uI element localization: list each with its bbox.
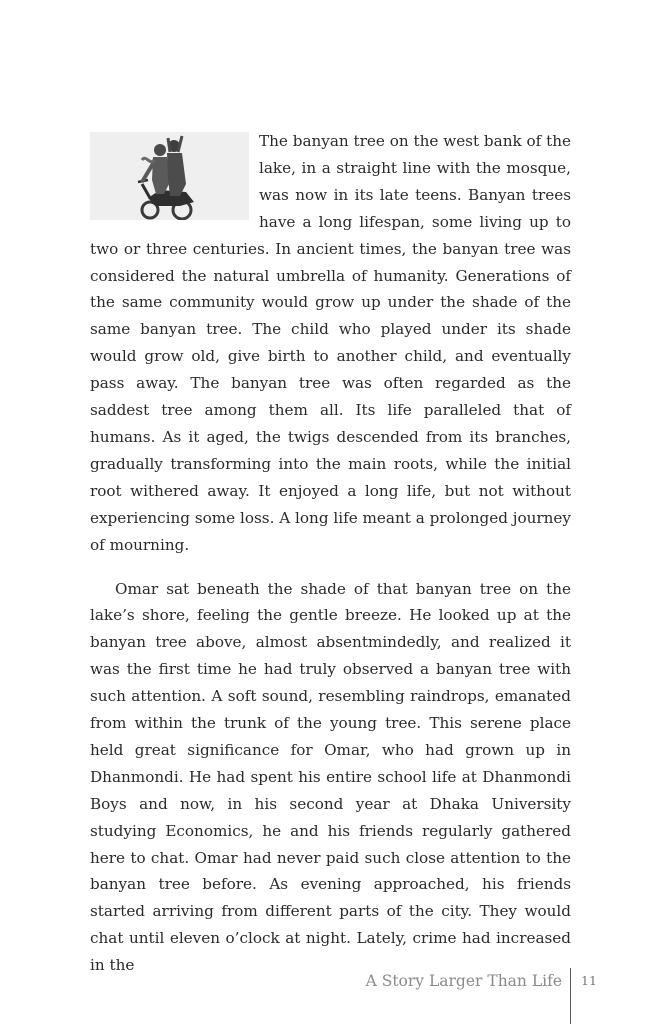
page-number: 11 xyxy=(581,973,597,988)
body-text xyxy=(90,128,571,979)
paragraph-text: The banyan tree on the west bank of the lake, in a straight line with the mosque, was now in its late teens. Banyan trees have a long lifespan, some living up to two or three centuries. In ancient times, the banyan tree was considered the natural umbrella of humanity. Generations of the same community would grow up under the shade of the same banyan tree. The child who played under its shade would grow old, give birth to another child, and eventually pass away. The banyan tree was often regarded as the saddest tree among them all. Its life paralleled that of humans. As it aged, the twigs descended from its branches, gradually transforming into the main roots, while the initial root withered away. It enjoyed a long life, but not without experiencing some loss. A long life meant a prolonged journey of mourning. xyxy=(90,132,571,554)
paragraph: Omar sat beneath the shade of that banyan tree on the lake’s shore, feeling the gentle breeze. He looked up at the banyan tree above, almost absentmindedly, and realized it was the first time he had truly observed a banyan tree with such attention. A soft sound, resembling raindrops, emanated from within the trunk of the young tree. This serene place held great significance for Omar, who had grown up in Dhanmondi. He had spent his entire school life at Dhanmondi Boys and now, in his second year at Dhaka University studying Economics, he and his friends regularly gathered here to chat. Omar had never paid such close attention to the banyan tree before. As evening approached, his friends started arriving from different parts of the city. They would chat until eleven o’clock at night. Lately, crime had increased in the xyxy=(90,579,571,975)
paragraph xyxy=(90,128,571,559)
footer-divider xyxy=(570,968,571,1024)
motorcycle-riders-icon xyxy=(90,132,249,220)
running-footer-title: A Story Larger Than Life xyxy=(365,972,562,990)
